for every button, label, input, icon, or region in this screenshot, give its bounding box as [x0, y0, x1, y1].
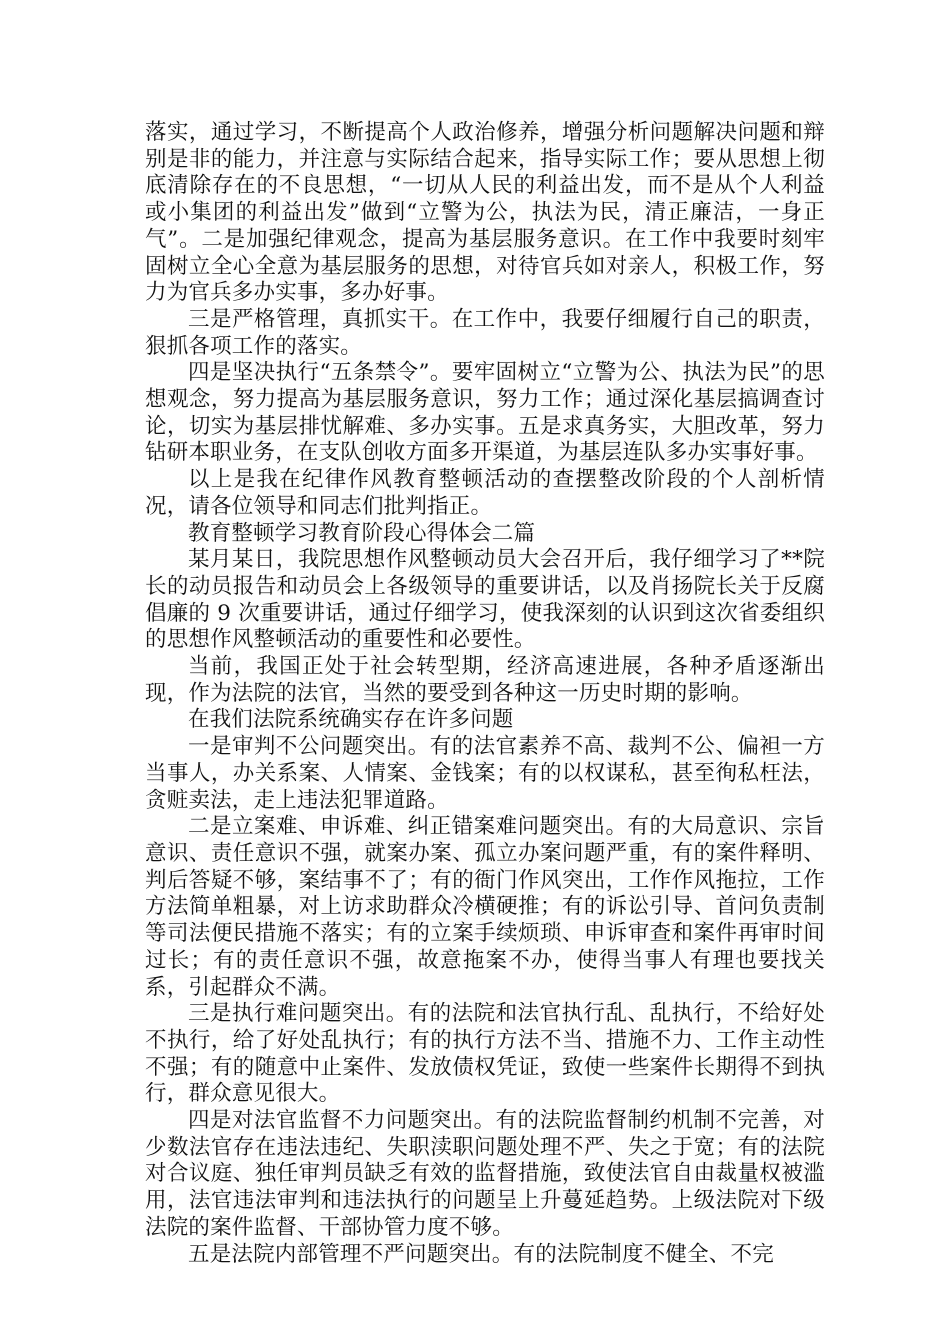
paragraph-11: 三是执行难问题突出。有的法院和法官执行乱、乱执行，不给好处不执行，给了好处乱执行；有的执行方法不当、措施不力、工作主动性不强；有的随意中止案件、发放债权凭证，致使一些案件长期得不到执行，群众意见很大。	[145, 1001, 825, 1107]
paragraph-8: 在我们法院系统确实存在许多问题	[188, 707, 514, 733]
paragraph-6: 某月某日，我院思想作风整顿动员大会召开后，我仔细学习了**院长的动员报告和动员会上各级领导的重要讲话，以及肖扬院长关于反腐倡廉的 9 次重要讲话，通过仔细学习，使我深刻的认识到这次省委组织的思想作风整顿活动的重要性和必要性。	[145, 547, 825, 653]
paragraph-3: 四是坚决执行“五条禁令”。要牢固树立“立警为公、执法为民”的思想观念，努力提高为基层服务意识，努力工作；通过深化基层搞调查讨论，切实为基层排忧解难、多办实事。五是求真务实，大胆改革，努力钻研本职业务，在支队创收方面多开渠道，为基层连队多办实事好事。	[145, 360, 825, 466]
document-body	[145, 120, 825, 1268]
paragraph-12: 四是对法官监督不力问题突出。有的法院监督制约机制不完善，对少数法官存在违法违纪、失职渎职问题处理不严、失之于宽；有的法院对合议庭、独任审判员缺乏有效的监督措施，致使法官自由裁量权被滥用，法官违法审判和违法执行的问题呈上升蔓延趋势。上级法院对下级法院的案件监督、干部协管力度不够。	[145, 1108, 825, 1240]
paragraph-2: 三是严格管理，真抓实干。在工作中，我要仔细履行自己的职责，狠抓各项工作的落实。	[145, 306, 825, 359]
paragraph-9: 一是审判不公问题突出。有的法官素养不高、裁判不公、偏袒一方当事人，办关系案、人情案、金钱案；有的以权谋私，甚至徇私枉法，贪赃卖法，走上违法犯罪道路。	[145, 734, 825, 813]
paragraph-10: 二是立案难、申诉难、纠正错案难问题突出。有的大局意识、宗旨意识、责任意识不强，就案办案、孤立办案问题严重，有的案件释明、判后答疑不够，案结事不了；有的衙门作风突出，工作作风拖拉，工作方法简单粗暴，对上访求助群众冷横硬推；有的诉讼引导、首问负责制等司法便民措施不落实；有的立案手续烦琐、申诉审查和案件再审时间过长；有的责任意识不强，故意拖案不办，使得当事人有理也要找关系，引起群众不满。	[145, 814, 825, 1000]
paragraph-13: 五是法院内部管理不严问题突出。有的法院制度不健全、不完	[188, 1241, 774, 1267]
paragraph-4: 以上是我在纪律作风教育整顿活动的查摆整改阶段的个人剖析情况，请各位领导和同志们批判指正。	[145, 467, 825, 519]
section-title: 教育整顿学习教育阶段心得体会二篇	[188, 520, 536, 546]
paragraph-1: 落实，通过学习，不断提高个人政治修养，增强分析问题解决问题和辩别是非的能力，并注意与实际结合起来，指导实际工作；要从思想上彻底清除存在的不良思想，“一切从人民的利益出发，而不是从个人利益或小集团的利益出发”做到“立警为公，执法为民，清正廉洁，一身正气”。二是加强纪律观念，提高为基层服务意识。在工作中我要时刻牢固树立全心全意为基层服务的思想，对待官兵如对亲人，积极工作，努力为官兵多办实事，多办好事。	[145, 120, 825, 306]
paragraph-7: 当前，我国正处于社会转型期，经济高速进展，各种矛盾逐渐出现，作为法院的法官，当然的要受到各种这一历史时期的影响。	[145, 654, 825, 706]
